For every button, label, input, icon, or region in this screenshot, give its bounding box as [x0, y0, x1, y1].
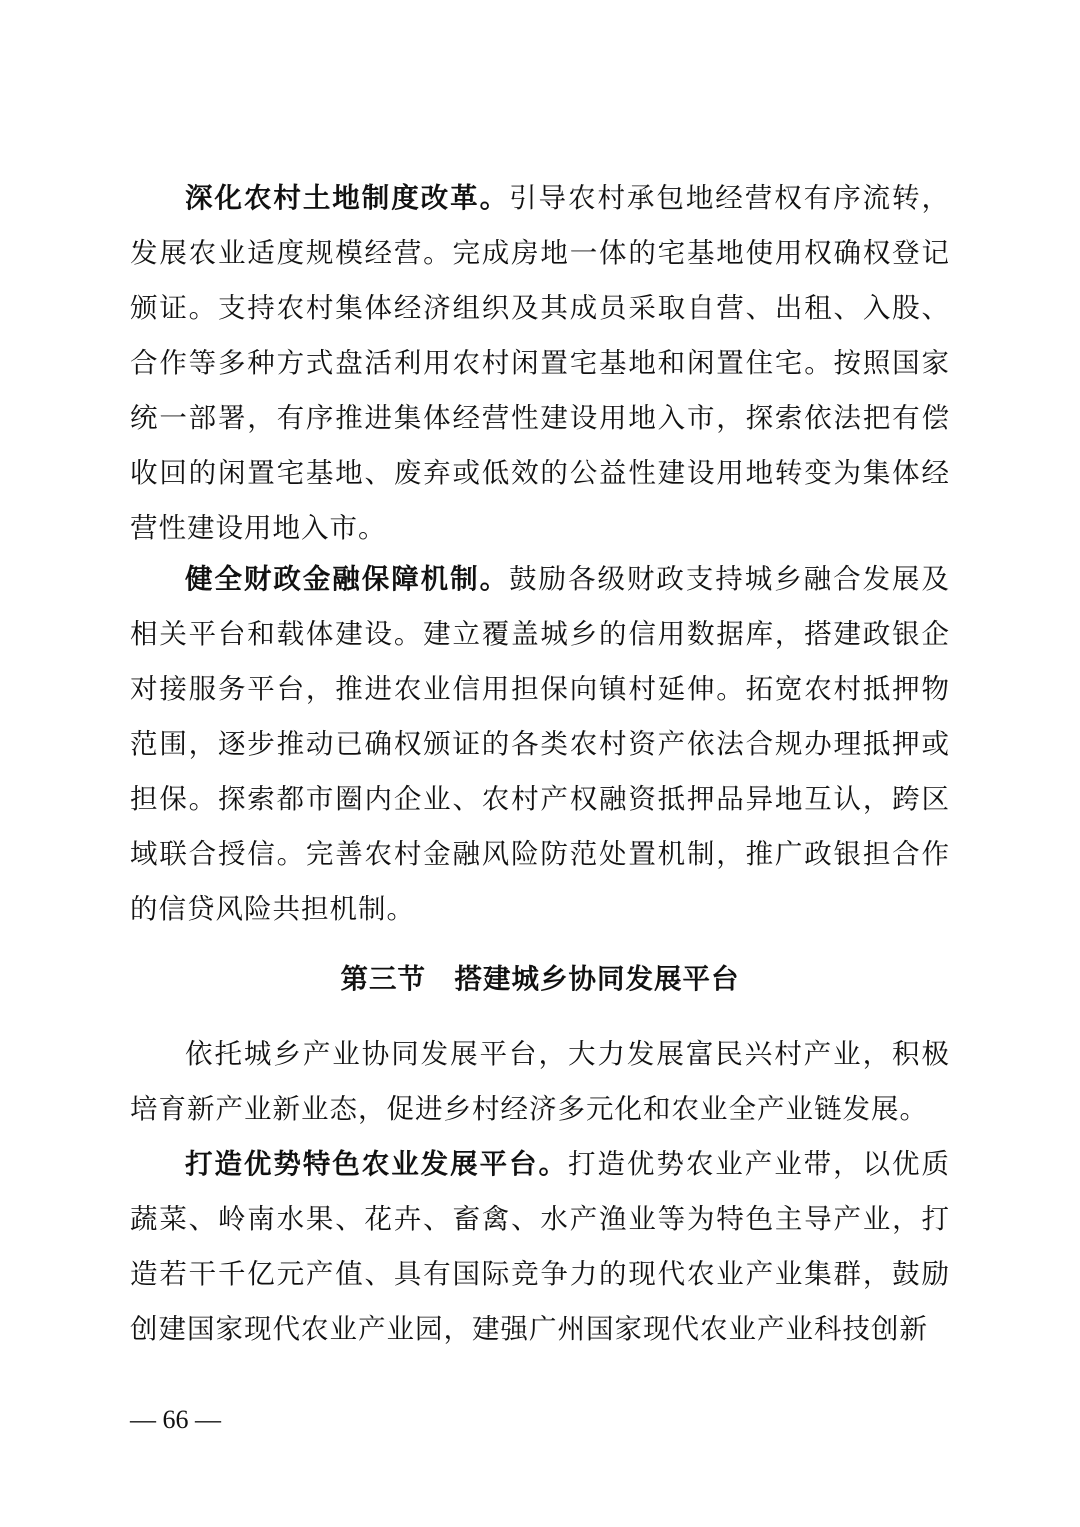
paragraph-intro	[130, 1027, 950, 1137]
paragraph-lead: 健全财政金融保障机制。	[185, 563, 510, 595]
paragraph-body: 依托城乡产业协同发展平台，大力发展富民兴村产业，积极培育新产业新业态，促进乡村经济多元化和农业全产业链发展。	[130, 1038, 950, 1125]
paragraph-agri-platform	[130, 1137, 950, 1357]
paragraph-body: 鼓励各级财政支持城乡融合发展及相关平台和载体建设。建立覆盖城乡的信用数据库，搭建政银企对接服务平台，推进农业信用担保向镇村延伸。拓宽农村抵押物范围，逐步推动已确权颁证的各类农村资产依法合规办理抵押或担保。探索都市圈内企业、农村产权融资抵押品异地互认，跨区域联合授信。完善农村金融风险防范处置机制，推广政银担合作的信贷风险共担机制。	[130, 563, 951, 925]
paragraph-lead: 深化农村土地制度改革。	[185, 182, 510, 214]
paragraph-lead: 打造优势特色农业发展平台。	[185, 1148, 568, 1180]
page-number: — 66 —	[130, 1405, 221, 1434]
paragraph-body: 打造优势农业产业带，以优质蔬菜、岭南水果、花卉、畜禽、水产渔业等为特色主导产业，打造若干千亿元产值、具有国际竞争力的现代农业产业集群，鼓励创建国家现代农业产业园，建强广州国家现代农业产业科技创新	[130, 1148, 951, 1345]
paragraph-land-reform	[130, 171, 950, 556]
paragraph-body: 引导农村承包地经营权有序流转，发展农业适度规模经营。完成房地一体的宅基地使用权确权登记颁证。支持农村集体经济组织及其成员采取自营、出租、入股、合作等多种方式盘活利用农村闲置宅基地和闲置住宅。按照国家统一部署，有序推进集体经营性建设用地入市，探索依法把有偿收回的闲置宅基地、废弃或低效的公益性建设用地转变为集体经营性建设用地入市。	[130, 182, 951, 544]
section-heading: 第三节 搭建城乡协同发展平台	[340, 963, 740, 995]
paragraph-finance-mechanism	[130, 552, 950, 937]
